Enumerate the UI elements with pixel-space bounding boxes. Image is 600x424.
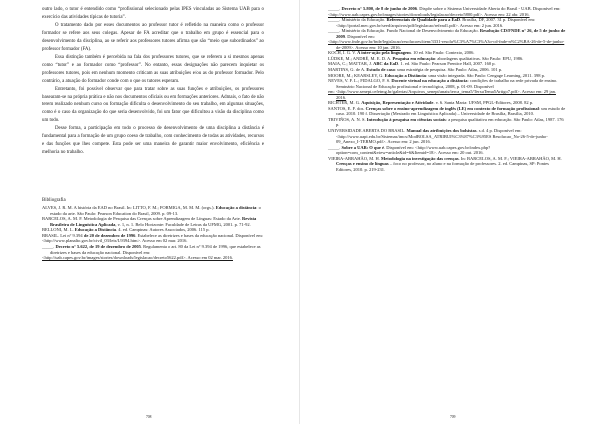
reference-text: MARTINS, G. de A. [328, 67, 367, 73]
reference-text: VIEIRA-ABRAHÃO, M. H. [328, 155, 381, 161]
right-page [300, 0, 600, 424]
reference-entry [328, 28, 566, 39]
reference-text: _____. Ministério da Educação. [328, 17, 387, 23]
reference-entry [328, 144, 566, 156]
reference-text: : o estado da arte. São Paulo: Pearson Education do Brasil, 2009. p. 09-13. [50, 205, 261, 216]
body-paragraph: O tratamento dado por esses documentos ao professor tutor é refletido na maneira como o professor formador se refere aos seus colegas. Apesar de FA acreditar que o trabalho em grupo é essencial para o desenvolvimento da disciplina, ao se referir aos professores tutores afirma que são “meio que subordinados” ao professor formador (FA). [42, 23, 264, 52]
reference-text: RICHTER, M. G. [328, 100, 362, 106]
reference-text: : uma estratégia de pesquisa. São Paulo: Atlas, 2006. 101 p. [394, 67, 503, 73]
reference-title: Introdução à pesquisa em ciências sociais [366, 116, 446, 122]
reference-text: . Dispõe sobre o Sistema Universidade Aberta do Brasil - UAB. Disponível em: [416, 6, 561, 11]
reference-text: LÜDKE, M.; ANDRÉ, M. E. D. A. [328, 55, 393, 61]
reference-text: . v. 6. Santa Maria: UFSM, PPGL-Editores, 2008. 82 p. [433, 100, 534, 106]
reference-entry [328, 155, 566, 173]
reference-title: Docente virtual na educação a distância [391, 78, 468, 84]
reference-title: Educação a Distância [384, 72, 426, 78]
reference-title: Educação a Distância [74, 227, 117, 233]
reference-entry [42, 216, 264, 227]
reference-text: . Disponível em: <http://www.uab.capes.gov.br/index.php?option=com_content&view=article&id=6&Itemid=18>. Acesso em: 20 out. 2016. [336, 144, 491, 156]
reference-text: . In: BARCELOS, A. M. F.; VIEIRA-ABRAHÃO, M. H. [458, 155, 562, 161]
reference-title: Resolução CD/FNDE n° 26, de 5 de junho de 2009 [336, 28, 566, 39]
reference-text: . 10 ed. São Paulo: Contexto, 2006. [410, 50, 475, 56]
left-page-content [42, 6, 264, 261]
reference-title: Metodologia na investigação das crenças [381, 155, 459, 161]
reference-text: NEVES, V. F. L.; FIDALGO, F. S. [328, 78, 392, 84]
reference-entry [328, 105, 566, 117]
reference-text: _____. Ministério da Educação. Fundo Nacional de Desenvolvimento da Educação. [328, 28, 480, 34]
body-paragraph: Essa distinção também é percebida na fala dos professores tutores, que se referem a si mesmos apenas como “tutor” e ao formador como “professor”. No entanto, essas designações não parecem inquietar os professores tutores, pois em nenhum momento criticam as suas atribuições e/ou as do professor formador. Pelo contrário, a atuação do formador conde com o que os tutores esperam. [42, 54, 264, 84]
reference-entry [42, 243, 264, 255]
reference-title: Estudo de caso [366, 67, 395, 73]
reference-text: : condições de trabalho na rede privada de ensino. Seminário Nacional de Educação profissional e tecnológica, 2008, p. 01-09. Disponível [336, 78, 558, 89]
reference-title: Sobre a UAB: O que é [341, 144, 385, 150]
reference-text: . 4. ed. Campinas: Autores Associados, 2006. 115 p. [116, 227, 210, 233]
reference-text: : uma visão integrada. São Paulo: Cengage Learning, 2011. 398 p. [425, 72, 545, 78]
reference-title: Referenciais de Qualidade para a EaD [386, 17, 461, 23]
reference-title: Educação a distância [215, 205, 257, 211]
body-paragraph: outro lado, o tutor é entendido como “profissional selecionado pelas IPES vinculadas ao Sistema UAB para o exercício das atividades típicas de tutoria”. [42, 7, 264, 20]
reference-title: Aquisição, Representação e Atividade [361, 100, 434, 106]
reference-title: Decreto n° 5.800, de 8 de junho de 2006 [341, 6, 417, 11]
reference-title: Crenças sobre o ensino-aprendizagem de inglês (LE) em contexto de formação profissional [365, 105, 539, 111]
reference-title: Crenças e ensino de línguas [336, 161, 389, 167]
reference-title: de 20 de dezembro de 1996 [83, 232, 136, 238]
reference-entry [328, 116, 566, 128]
reference-text: UNIVERSIDADE ABERTA DO BRASIL. [328, 128, 407, 134]
reference-text[interactable]: <http://uab.capes.gov.br/images/stories/downloads/legislacao/decreto5622.pdf>. Acesso em 02 mar. 2016. [42, 255, 233, 261]
reference-text: . Disponível em: [345, 33, 375, 39]
reference-text: _____. [328, 6, 342, 11]
reference-title: Manual das atribuições dos bolsistas [406, 128, 477, 134]
reference-entry [328, 17, 566, 28]
reference-text: _____. [328, 144, 342, 150]
reference-text: ALVES, J. R. M. A história da EAD no Brasil. In: LITTO, F. M.; FORMIGA, M. M. M. (orgs.). [42, 205, 216, 211]
page-number-left: 708 [146, 415, 152, 419]
reference-title: Revista Brasileira de Linguística Aplicada [50, 216, 257, 227]
right-page-content [328, 6, 566, 172]
reference-text: MAIA, C.; MATTAR, J. [328, 61, 374, 67]
reference-text: : a pesquisa qualitativa em educação. São Paulo: Atlas, 1987. 176 p. [336, 116, 564, 128]
body-paragraph: Entretanto, foi possível observar que para tratar sobre as suas funções e atribuições, os professores basearam-se na própria prática e não nos documentos oficiais ou em formações anteriores. Admais, o fato de não terem realizado nenhum curso ou formação dificulta o desenvolvimento do seu trabalho, em algumas situações, como é o caso da organização do que seria desenvolvido, foi um fator que dificultou a visão da disciplina como um todo. [42, 86, 264, 124]
references-heading: Bibliografia [42, 198, 66, 204]
reference-title: ABC da EaD [373, 61, 399, 67]
reference-text: . Estabelece as diretrizes e bases da educação nacional. Disponível em: [135, 232, 264, 238]
right-reference-list [328, 6, 566, 172]
reference-entry [328, 89, 566, 100]
reference-title: Pesquisa em educação [392, 55, 436, 61]
left-reference-list [42, 205, 264, 260]
reference-text: MOORE, M.; KEARSLEY, G. [328, 72, 385, 78]
reference-text: . 1. ed. São Paulo: Pearson Prentice Hall, 2007. 160 p. [398, 61, 496, 67]
reference-text: . s.d. 4 p. Disponível em: <http://www.uapi.edu.br/Sistemas/imcs/ModBOLSA_ATRIBUI%C3%87%C3%95ES Resolucao_No-26-5-de-junho-09_Anexo_I-TERMO.pdf>. Acesso em: 2 jun. 2016. [336, 128, 548, 145]
reference-text: . Regulamenta o art. 80 da Lei n° 9.394 de 1996, que estabelece as diretrizes e bases da educação nacional. Disponível em: [50, 243, 261, 255]
reference-text: . Brasília, DF, 2007. 31 p. Disponível em: <http://portal.mec.gov.br/seed/arquivos/pdf/legislacao/refead1.pdf>. Acesso em: 2 jun. 2016. [336, 17, 536, 28]
reference-text: SANTOS, E. F. dos. [328, 105, 366, 111]
reference-text: <http://www.planalto.gov.br/civil_03/leis/L9394.htm>. Acesso em 02 mar. 2016. [42, 238, 188, 244]
reference-text[interactable]: <http://www.fnde.gov.br/fnde/legislacao/resolucoes/item/3331-resolu%C3%A7%C3%A3o-cd-fnde-n%C2%BA-26-de-5-de-junho-de-2009>. Acesso em: 10 jan. 2016. [328, 39, 565, 50]
reference-text: : abordagens qualitativas. São Paulo: EPU, 1986. [435, 55, 524, 61]
reference-text: BARCELOS, A. M. F. Metodologia de Pesquisa das Crenças sobre Aprendizagem de Línguas: Estado da Arte. [42, 216, 242, 222]
body-paragraph: Desse forma, a participação em todo o processo de desenvolvimento de uma disciplina a distância é fundamental para a formação de um grupo coeso de trabalho, com conhecimento de todas as atividades, recursos e das funções que lhes compete. Esta pode ser uma maneira de garantir maior envolvimento, eficiência e melhoria no trabalho. [42, 126, 264, 156]
reference-text: BRASIL. Lei n° 9.394 [42, 232, 84, 238]
reference-text: TRIVIÑOS, A. N. S. [328, 116, 367, 122]
reference-text: BELLONI, M. L. [42, 227, 75, 233]
page-number-right: 709 [450, 415, 456, 419]
reference-text: : um estudo de caso. 2010. 190 f. Dissertação (Mestrado em Linguística Aplicada) – Universidade de Brasília, Brasília, 2010. [336, 105, 566, 117]
reference-entry [328, 39, 566, 50]
reference-text: – foco no professor, no aluno e na formação de professores. 2. ed. Campinas, SP: Pontes Editores, 2010. p. 219-231. [336, 161, 549, 172]
reference-text[interactable]: <http://www.uab.capes.gov.br/images/stories/downloads/legislacao/decreto5800.pdf>. Acesso em: 22 abr. 2016. [328, 11, 530, 17]
reference-entry [42, 205, 264, 216]
reference-text: KOCH, I. G. V. [328, 50, 358, 56]
reference-entry [328, 128, 566, 145]
reference-entry [42, 255, 264, 261]
reference-title: A inter-ação pela linguagem [357, 50, 411, 56]
reference-text: _____. [42, 243, 56, 249]
reference-text: , v. 1, n. 1. Belo Horizonte: Faculdade de Letras da UFMG, 2001. p. 71-92. [115, 221, 251, 227]
reference-title: Decreto n° 5.622, de 19 de dezembro de 2005 [55, 243, 141, 249]
reference-entry [328, 78, 566, 89]
reference-text[interactable]: em: <http://www.senept.cefetmg.br/galerias/Arquivos_senept/anais/terca_tema5/TerxaTema5Artigo7.pdf>. Acesso em: 29 jan. 2016. [328, 89, 556, 100]
